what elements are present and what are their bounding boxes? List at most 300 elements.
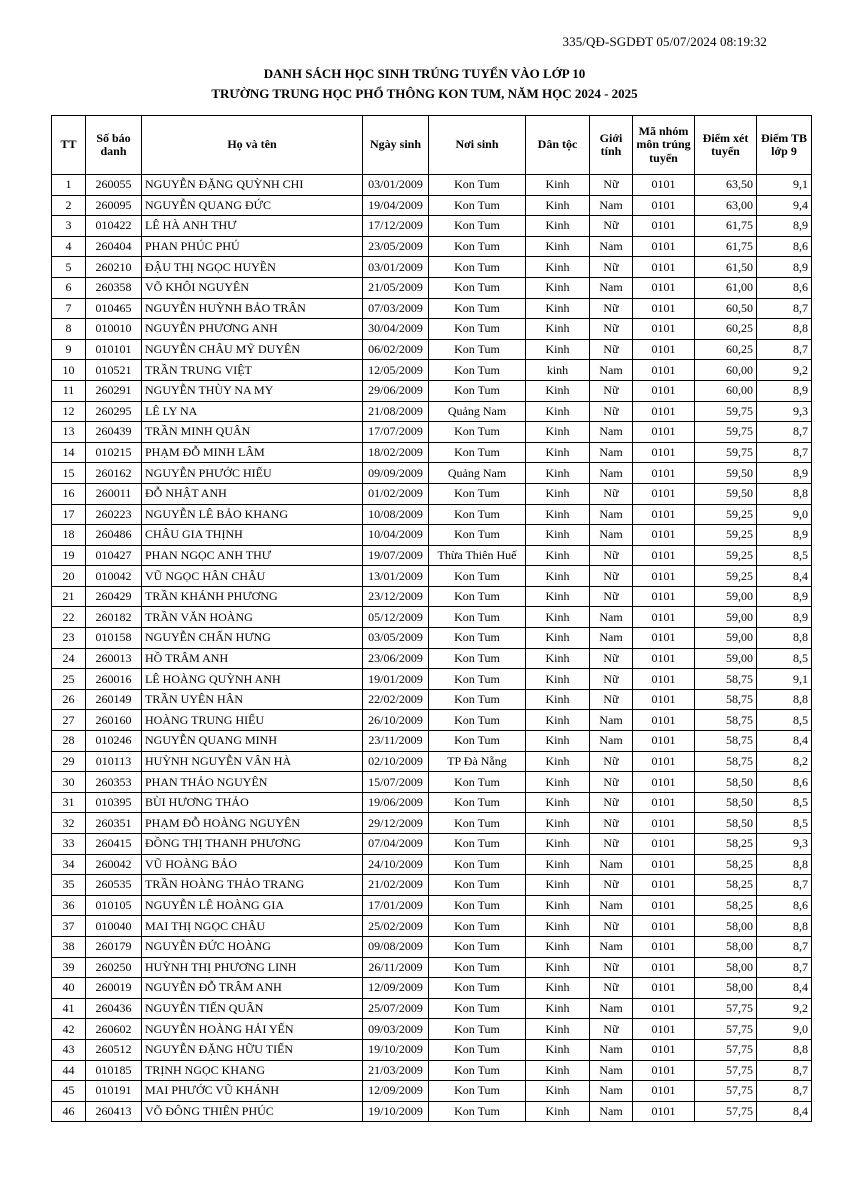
cell-dob: 07/04/2009 xyxy=(363,834,429,855)
cell-score: 59,75 xyxy=(695,422,757,443)
cell-gpa: 8,5 xyxy=(757,648,812,669)
cell-tt: 45 xyxy=(52,1081,86,1102)
cell-ethnicity: Kinh xyxy=(526,1081,590,1102)
cell-group: 0101 xyxy=(633,422,695,443)
cell-gpa: 8,8 xyxy=(757,916,812,937)
cell-gender: Nữ xyxy=(590,1019,633,1040)
cell-tt: 27 xyxy=(52,710,86,731)
cell-name: VÕ KHÔI NGUYÊN xyxy=(142,277,363,298)
cell-gpa: 8,9 xyxy=(757,257,812,278)
cell-gender: Nữ xyxy=(590,401,633,422)
cell-name: PHAN THẢO NGUYÊN xyxy=(142,772,363,793)
cell-name: TRẦN TRUNG VIỆT xyxy=(142,360,363,381)
cell-score: 60,50 xyxy=(695,298,757,319)
cell-tt: 12 xyxy=(52,401,86,422)
cell-ethnicity: Kinh xyxy=(526,998,590,1019)
cell-gender: Nam xyxy=(590,1039,633,1060)
cell-gpa: 8,2 xyxy=(757,751,812,772)
cell-tt: 43 xyxy=(52,1039,86,1060)
cell-name: MAI THỊ NGỌC CHÂU xyxy=(142,916,363,937)
cell-score: 59,25 xyxy=(695,525,757,546)
cell-dob: 22/02/2009 xyxy=(363,689,429,710)
cell-gender: Nam xyxy=(590,525,633,546)
table-row xyxy=(52,175,812,196)
cell-score: 59,75 xyxy=(695,442,757,463)
cell-group: 0101 xyxy=(633,175,695,196)
cell-sbd: 260535 xyxy=(86,875,142,896)
cell-tt: 5 xyxy=(52,257,86,278)
cell-ethnicity: Kinh xyxy=(526,628,590,649)
cell-gender: Nam xyxy=(590,422,633,443)
cell-score: 57,75 xyxy=(695,1081,757,1102)
cell-score: 58,75 xyxy=(695,689,757,710)
cell-tt: 22 xyxy=(52,607,86,628)
cell-pob: Kon Tum xyxy=(429,1060,526,1081)
cell-pob: Kon Tum xyxy=(429,731,526,752)
cell-pob: Kon Tum xyxy=(429,586,526,607)
column-header-score: Điểm xét tuyển xyxy=(695,116,757,175)
cell-ethnicity: Kinh xyxy=(526,504,590,525)
cell-gpa: 8,4 xyxy=(757,566,812,587)
cell-gender: Nam xyxy=(590,998,633,1019)
cell-sbd: 260011 xyxy=(86,483,142,504)
cell-name: TRẦN UYÊN HÂN xyxy=(142,689,363,710)
cell-group: 0101 xyxy=(633,689,695,710)
cell-group: 0101 xyxy=(633,1081,695,1102)
table-row xyxy=(52,216,812,237)
cell-tt: 23 xyxy=(52,628,86,649)
cell-gpa: 8,7 xyxy=(757,1081,812,1102)
table-row xyxy=(52,1019,812,1040)
cell-name: NGUYỄN QUANG ĐỨC xyxy=(142,195,363,216)
cell-dob: 09/03/2009 xyxy=(363,1019,429,1040)
cell-dob: 19/10/2009 xyxy=(363,1039,429,1060)
cell-name: NGUYỄN ĐỖ TRÂM ANH xyxy=(142,978,363,999)
cell-score: 59,00 xyxy=(695,628,757,649)
cell-ethnicity: Kinh xyxy=(526,813,590,834)
cell-group: 0101 xyxy=(633,463,695,484)
cell-dob: 12/09/2009 xyxy=(363,1081,429,1102)
cell-sbd: 260486 xyxy=(86,525,142,546)
cell-tt: 15 xyxy=(52,463,86,484)
cell-dob: 19/10/2009 xyxy=(363,1101,429,1122)
cell-ethnicity: Kinh xyxy=(526,710,590,731)
cell-gpa: 8,8 xyxy=(757,854,812,875)
cell-score: 59,25 xyxy=(695,504,757,525)
cell-tt: 14 xyxy=(52,442,86,463)
cell-sbd: 010191 xyxy=(86,1081,142,1102)
cell-ethnicity: Kinh xyxy=(526,545,590,566)
cell-gender: Nam xyxy=(590,195,633,216)
cell-name: LÊ HOÀNG QUỲNH ANH xyxy=(142,669,363,690)
cell-gender: Nam xyxy=(590,236,633,257)
cell-dob: 21/08/2009 xyxy=(363,401,429,422)
cell-gpa: 8,7 xyxy=(757,875,812,896)
cell-pob: Kon Tum xyxy=(429,195,526,216)
cell-group: 0101 xyxy=(633,957,695,978)
cell-score: 58,75 xyxy=(695,669,757,690)
cell-group: 0101 xyxy=(633,236,695,257)
cell-sbd: 010158 xyxy=(86,628,142,649)
cell-dob: 26/11/2009 xyxy=(363,957,429,978)
cell-gpa: 8,5 xyxy=(757,545,812,566)
cell-gender: Nữ xyxy=(590,339,633,360)
cell-tt: 18 xyxy=(52,525,86,546)
table-row xyxy=(52,463,812,484)
cell-tt: 36 xyxy=(52,895,86,916)
cell-dob: 06/02/2009 xyxy=(363,339,429,360)
cell-sbd: 010246 xyxy=(86,731,142,752)
cell-ethnicity: kinh xyxy=(526,360,590,381)
cell-gpa: 8,9 xyxy=(757,586,812,607)
cell-score: 59,00 xyxy=(695,586,757,607)
cell-gender: Nữ xyxy=(590,792,633,813)
cell-pob: Kon Tum xyxy=(429,772,526,793)
table-row xyxy=(52,936,812,957)
cell-group: 0101 xyxy=(633,257,695,278)
cell-pob: Kon Tum xyxy=(429,483,526,504)
cell-pob: Kon Tum xyxy=(429,236,526,257)
cell-gender: Nam xyxy=(590,442,633,463)
cell-gender: Nam xyxy=(590,895,633,916)
table-row xyxy=(52,607,812,628)
cell-ethnicity: Kinh xyxy=(526,751,590,772)
cell-sbd: 010042 xyxy=(86,566,142,587)
cell-ethnicity: Kinh xyxy=(526,236,590,257)
cell-group: 0101 xyxy=(633,628,695,649)
cell-dob: 19/04/2009 xyxy=(363,195,429,216)
cell-sbd: 260512 xyxy=(86,1039,142,1060)
cell-pob: Kon Tum xyxy=(429,422,526,443)
cell-group: 0101 xyxy=(633,339,695,360)
cell-sbd: 010113 xyxy=(86,751,142,772)
cell-gpa: 8,8 xyxy=(757,483,812,504)
cell-sbd: 010521 xyxy=(86,360,142,381)
cell-ethnicity: Kinh xyxy=(526,792,590,813)
cell-gpa: 8,7 xyxy=(757,442,812,463)
cell-ethnicity: Kinh xyxy=(526,936,590,957)
cell-name: VÕ ĐÔNG THIÊN PHÚC xyxy=(142,1101,363,1122)
cell-dob: 12/09/2009 xyxy=(363,978,429,999)
table-row xyxy=(52,195,812,216)
cell-group: 0101 xyxy=(633,751,695,772)
cell-pob: Thừa Thiên Huế xyxy=(429,545,526,566)
cell-ethnicity: Kinh xyxy=(526,298,590,319)
cell-sbd: 260291 xyxy=(86,380,142,401)
cell-score: 57,75 xyxy=(695,1019,757,1040)
cell-gender: Nam xyxy=(590,731,633,752)
cell-name: NGUYỄN ĐỨC HOÀNG xyxy=(142,936,363,957)
cell-pob: Kon Tum xyxy=(429,504,526,525)
cell-gpa: 9,1 xyxy=(757,669,812,690)
cell-name: NGUYỄN PHƯƠNG ANH xyxy=(142,319,363,340)
cell-dob: 29/06/2009 xyxy=(363,380,429,401)
cell-name: CHÂU GIA THỊNH xyxy=(142,525,363,546)
cell-name: NGUYỄN THÙY NA MY xyxy=(142,380,363,401)
cell-gender: Nam xyxy=(590,277,633,298)
cell-dob: 15/07/2009 xyxy=(363,772,429,793)
cell-ethnicity: Kinh xyxy=(526,607,590,628)
cell-dob: 03/01/2009 xyxy=(363,257,429,278)
cell-pob: Quảng Nam xyxy=(429,401,526,422)
cell-group: 0101 xyxy=(633,401,695,422)
cell-score: 61,75 xyxy=(695,216,757,237)
cell-dob: 21/03/2009 xyxy=(363,1060,429,1081)
cell-pob: Kon Tum xyxy=(429,1081,526,1102)
cell-ethnicity: Kinh xyxy=(526,1101,590,1122)
cell-tt: 2 xyxy=(52,195,86,216)
cell-score: 59,25 xyxy=(695,566,757,587)
cell-score: 57,75 xyxy=(695,1101,757,1122)
table-row xyxy=(52,525,812,546)
cell-dob: 25/02/2009 xyxy=(363,916,429,937)
cell-gender: Nữ xyxy=(590,751,633,772)
cell-score: 59,00 xyxy=(695,648,757,669)
cell-ethnicity: Kinh xyxy=(526,463,590,484)
cell-name: LÊ HÀ ANH THƯ xyxy=(142,216,363,237)
cell-ethnicity: Kinh xyxy=(526,566,590,587)
cell-ethnicity: Kinh xyxy=(526,689,590,710)
table-row xyxy=(52,401,812,422)
cell-tt: 33 xyxy=(52,834,86,855)
cell-sbd: 260439 xyxy=(86,422,142,443)
cell-gender: Nam xyxy=(590,1060,633,1081)
cell-tt: 42 xyxy=(52,1019,86,1040)
cell-score: 59,25 xyxy=(695,545,757,566)
cell-name: NGUYỄN HOÀNG HẢI YẾN xyxy=(142,1019,363,1040)
cell-ethnicity: Kinh xyxy=(526,422,590,443)
cell-name: NGUYỄN HUỲNH BẢO TRÂN xyxy=(142,298,363,319)
cell-gpa: 8,8 xyxy=(757,1039,812,1060)
cell-ethnicity: Kinh xyxy=(526,1019,590,1040)
document-subtitle: TRƯỜNG TRUNG HỌC PHỔ THÔNG KON TUM, NĂM HỌC 2024 - 2025 xyxy=(211,86,638,101)
cell-score: 58,75 xyxy=(695,751,757,772)
cell-group: 0101 xyxy=(633,813,695,834)
cell-sbd: 260351 xyxy=(86,813,142,834)
cell-group: 0101 xyxy=(633,978,695,999)
cell-ethnicity: Kinh xyxy=(526,834,590,855)
cell-name: TRỊNH NGỌC KHANG xyxy=(142,1060,363,1081)
cell-pob: Kon Tum xyxy=(429,628,526,649)
cell-gpa: 8,6 xyxy=(757,236,812,257)
document-reference: 335/QĐ-SGDĐT 05/07/2024 08:19:32 xyxy=(562,34,767,49)
cell-gender: Nữ xyxy=(590,648,633,669)
cell-score: 58,50 xyxy=(695,813,757,834)
table-row xyxy=(52,998,812,1019)
cell-group: 0101 xyxy=(633,648,695,669)
cell-sbd: 010395 xyxy=(86,792,142,813)
cell-dob: 29/12/2009 xyxy=(363,813,429,834)
cell-score: 58,00 xyxy=(695,957,757,978)
cell-group: 0101 xyxy=(633,483,695,504)
table-row xyxy=(52,813,812,834)
cell-gender: Nữ xyxy=(590,834,633,855)
table-row xyxy=(52,1101,812,1122)
cell-gpa: 8,6 xyxy=(757,895,812,916)
table-row xyxy=(52,586,812,607)
cell-group: 0101 xyxy=(633,792,695,813)
cell-ethnicity: Kinh xyxy=(526,319,590,340)
cell-name: VŨ HOÀNG BẢO xyxy=(142,854,363,875)
cell-gender: Nữ xyxy=(590,586,633,607)
cell-name: NGUYỄN LÊ BẢO KHANG xyxy=(142,504,363,525)
cell-score: 58,75 xyxy=(695,710,757,731)
cell-tt: 21 xyxy=(52,586,86,607)
cell-tt: 10 xyxy=(52,360,86,381)
cell-ethnicity: Kinh xyxy=(526,175,590,196)
cell-name: NGUYỄN QUANG MINH xyxy=(142,731,363,752)
cell-tt: 46 xyxy=(52,1101,86,1122)
table-row xyxy=(52,834,812,855)
cell-dob: 03/01/2009 xyxy=(363,175,429,196)
cell-score: 59,00 xyxy=(695,607,757,628)
table-row xyxy=(52,298,812,319)
cell-tt: 16 xyxy=(52,483,86,504)
table-row xyxy=(52,854,812,875)
cell-ethnicity: Kinh xyxy=(526,442,590,463)
cell-sbd: 260160 xyxy=(86,710,142,731)
cell-gender: Nữ xyxy=(590,380,633,401)
cell-gpa: 8,7 xyxy=(757,957,812,978)
cell-gpa: 8,9 xyxy=(757,607,812,628)
table-row xyxy=(52,648,812,669)
cell-pob: Kon Tum xyxy=(429,607,526,628)
cell-tt: 8 xyxy=(52,319,86,340)
cell-dob: 03/05/2009 xyxy=(363,628,429,649)
cell-gender: Nữ xyxy=(590,772,633,793)
cell-group: 0101 xyxy=(633,1039,695,1060)
cell-group: 0101 xyxy=(633,216,695,237)
cell-tt: 13 xyxy=(52,422,86,443)
cell-sbd: 260182 xyxy=(86,607,142,628)
cell-tt: 37 xyxy=(52,916,86,937)
cell-dob: 19/06/2009 xyxy=(363,792,429,813)
cell-score: 58,50 xyxy=(695,792,757,813)
cell-tt: 28 xyxy=(52,731,86,752)
table-header-row xyxy=(52,116,812,175)
cell-gpa: 9,3 xyxy=(757,401,812,422)
cell-gpa: 8,9 xyxy=(757,216,812,237)
cell-name: TRẦN HOÀNG THẢO TRANG xyxy=(142,875,363,896)
cell-sbd: 260415 xyxy=(86,834,142,855)
table-row xyxy=(52,339,812,360)
cell-group: 0101 xyxy=(633,442,695,463)
cell-group: 0101 xyxy=(633,1060,695,1081)
cell-gender: Nữ xyxy=(590,298,633,319)
cell-sbd: 010185 xyxy=(86,1060,142,1081)
cell-sbd: 010010 xyxy=(86,319,142,340)
cell-dob: 17/12/2009 xyxy=(363,216,429,237)
cell-score: 58,25 xyxy=(695,854,757,875)
cell-name: HOÀNG TRUNG HIẾU xyxy=(142,710,363,731)
cell-score: 60,00 xyxy=(695,360,757,381)
cell-score: 58,00 xyxy=(695,936,757,957)
cell-gpa: 8,7 xyxy=(757,339,812,360)
cell-score: 59,75 xyxy=(695,401,757,422)
cell-gender: Nữ xyxy=(590,216,633,237)
cell-gpa: 8,8 xyxy=(757,689,812,710)
table-row xyxy=(52,689,812,710)
cell-gpa: 8,6 xyxy=(757,277,812,298)
cell-ethnicity: Kinh xyxy=(526,525,590,546)
cell-gpa: 9,1 xyxy=(757,175,812,196)
cell-dob: 09/09/2009 xyxy=(363,463,429,484)
cell-pob: Kon Tum xyxy=(429,566,526,587)
cell-ethnicity: Kinh xyxy=(526,875,590,896)
admission-table xyxy=(51,115,812,1122)
cell-ethnicity: Kinh xyxy=(526,380,590,401)
table-row xyxy=(52,669,812,690)
table-row xyxy=(52,628,812,649)
cell-group: 0101 xyxy=(633,834,695,855)
cell-sbd: 260042 xyxy=(86,854,142,875)
cell-name: NGUYỄN PHƯỚC HIẾU xyxy=(142,463,363,484)
cell-name: NGUYỄN CHÂU MỸ DUYÊN xyxy=(142,339,363,360)
cell-sbd: 260250 xyxy=(86,957,142,978)
cell-tt: 32 xyxy=(52,813,86,834)
cell-dob: 23/06/2009 xyxy=(363,648,429,669)
cell-group: 0101 xyxy=(633,566,695,587)
cell-dob: 26/10/2009 xyxy=(363,710,429,731)
cell-ethnicity: Kinh xyxy=(526,257,590,278)
cell-name: NGUYỄN ĐẶNG QUỲNH CHI xyxy=(142,175,363,196)
column-header-ethnicity: Dân tộc xyxy=(526,116,590,175)
cell-gender: Nữ xyxy=(590,669,633,690)
cell-tt: 39 xyxy=(52,957,86,978)
cell-group: 0101 xyxy=(633,360,695,381)
cell-pob: Kon Tum xyxy=(429,360,526,381)
cell-tt: 3 xyxy=(52,216,86,237)
cell-score: 57,75 xyxy=(695,1039,757,1060)
cell-name: PHẠM ĐỖ MINH LÂM xyxy=(142,442,363,463)
cell-tt: 41 xyxy=(52,998,86,1019)
cell-score: 57,75 xyxy=(695,998,757,1019)
cell-tt: 31 xyxy=(52,792,86,813)
cell-group: 0101 xyxy=(633,1019,695,1040)
cell-name: PHAN NGỌC ANH THƯ xyxy=(142,545,363,566)
cell-name: TRẦN MINH QUÂN xyxy=(142,422,363,443)
cell-pob: Kon Tum xyxy=(429,792,526,813)
cell-pob: Kon Tum xyxy=(429,834,526,855)
cell-pob: Kon Tum xyxy=(429,669,526,690)
table-row xyxy=(52,772,812,793)
cell-dob: 17/01/2009 xyxy=(363,895,429,916)
cell-dob: 09/08/2009 xyxy=(363,936,429,957)
cell-gpa: 8,5 xyxy=(757,792,812,813)
cell-ethnicity: Kinh xyxy=(526,277,590,298)
cell-score: 58,00 xyxy=(695,916,757,937)
cell-tt: 34 xyxy=(52,854,86,875)
cell-pob: Quảng Nam xyxy=(429,463,526,484)
cell-gpa: 8,5 xyxy=(757,813,812,834)
cell-name: NGUYỄN ĐẶNG HỮU TIẾN xyxy=(142,1039,363,1060)
cell-group: 0101 xyxy=(633,277,695,298)
table-row xyxy=(52,257,812,278)
cell-pob: Kon Tum xyxy=(429,648,526,669)
cell-tt: 11 xyxy=(52,380,86,401)
cell-sbd: 010101 xyxy=(86,339,142,360)
cell-gpa: 8,4 xyxy=(757,978,812,999)
cell-dob: 19/01/2009 xyxy=(363,669,429,690)
cell-pob: Kon Tum xyxy=(429,1039,526,1060)
cell-gender: Nữ xyxy=(590,916,633,937)
cell-score: 61,00 xyxy=(695,277,757,298)
table-row xyxy=(52,422,812,443)
cell-sbd: 260223 xyxy=(86,504,142,525)
cell-ethnicity: Kinh xyxy=(526,586,590,607)
cell-gender: Nữ xyxy=(590,545,633,566)
cell-dob: 19/07/2009 xyxy=(363,545,429,566)
